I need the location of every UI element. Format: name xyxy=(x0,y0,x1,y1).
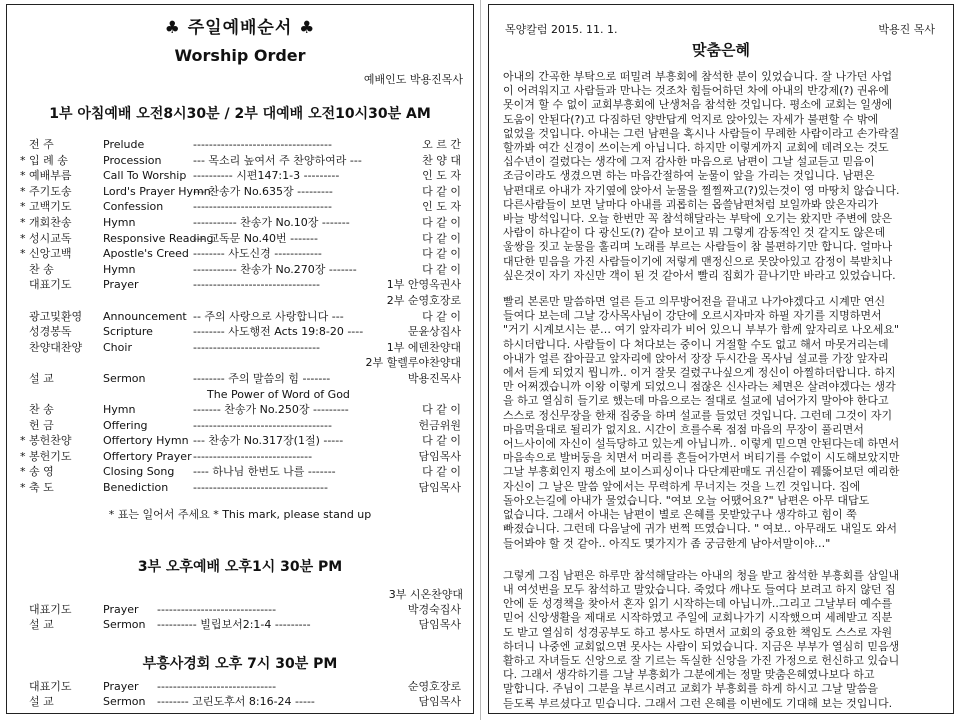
stand-mark: * xyxy=(20,153,26,167)
revival-list xyxy=(7,679,473,710)
stand-mark: * xyxy=(20,169,26,183)
paragraph-line: 빨리 본론만 말씀하면 얼른 듣고 의무방어전을 끝내고 나가야겠다고 시계만 연신 xyxy=(503,295,886,309)
column-date: 목양칼럼 2015. 11. 1. xyxy=(505,23,618,36)
column-header xyxy=(489,21,953,39)
item-person: 다 같 이 xyxy=(422,403,461,417)
item-name: 찬양대찬양 xyxy=(29,340,83,354)
paragraph-line: 들어봐야 할 것 같아.. 아직도 몇가지가 좀 궁금한게 남아서말이야…" xyxy=(503,536,831,550)
item-english: Benediction xyxy=(103,481,169,495)
item-english: Announcement xyxy=(103,309,187,323)
item-name: 봉헌찬양 xyxy=(29,434,72,448)
item-english: Procession xyxy=(103,153,162,167)
page-title: ♣ 주일예배순서 ♣ xyxy=(164,18,316,38)
paragraph-line: 내 여섯번을 모두 참석하고 말았습니다. 죽었다 깨나도 들여다 보려고 하지 않던 집 xyxy=(503,582,896,596)
paragraph-line: 없었을 것입니다. 아내는 그런 남편을 혹시나 사람들이 무례한 사람이라고 손가락질 xyxy=(503,126,900,140)
item-person: 문윤상집사 xyxy=(407,325,461,339)
service3-list xyxy=(7,602,473,633)
item-person: 담임목사 xyxy=(418,481,461,495)
item-name: 대표기도 xyxy=(29,278,72,292)
item-detail: ---- 하나님 한번도 나를 ------- xyxy=(193,465,336,479)
order-row xyxy=(7,402,473,418)
order-row xyxy=(7,215,473,231)
item-english: Responsive Reading xyxy=(103,231,214,245)
worship-order-page xyxy=(6,4,474,714)
item-english: Lord's Prayer Hymn xyxy=(103,184,211,198)
order-row xyxy=(7,464,473,480)
paragraph-line: 그날 부흥회인지 평소에 보이스피싱이나 다단계판매도 귀신같이 꿰뚫어보던 예리한 xyxy=(503,465,900,479)
item-english: Offertory Prayer xyxy=(103,449,192,463)
order-row xyxy=(7,137,473,153)
item-detail: --- 찬송가 No.317장(1절) ----- xyxy=(193,434,344,448)
order-row xyxy=(7,387,473,403)
order-row xyxy=(7,199,473,215)
item-person: 2부 순영호장로 xyxy=(386,293,461,307)
paragraph-line: 돌아오는길에 아내가 물었습니다. "여보 오늘 어땠어요?" 남편은 아무 대답도 xyxy=(503,493,870,507)
item-person: 다 같 이 xyxy=(422,231,461,245)
item-person: 순영호장로 xyxy=(407,679,461,693)
item-name: 성경봉독 xyxy=(29,325,72,339)
item-detail: --- 목소리 높여서 주 찬양하여라 --- xyxy=(193,153,362,167)
item-english: Offertory Hymn xyxy=(103,434,189,448)
item-name: 찬 송 xyxy=(29,262,54,276)
service3-heading: 3부 오후예배 오후1시 30분 PM xyxy=(137,558,343,575)
item-person: 헌금위원 xyxy=(418,418,461,432)
item-detail: -------------------------------- xyxy=(193,340,321,354)
paragraph-line: 바늘 방석입니다. 오늘 한번만 꼭 참석해달라는 부탁에 오기는 왔지만 주변에 앉은 xyxy=(503,212,893,226)
paragraph-line: 도움이 안된다(?)고 다짐하던 양반답게 억지로 앉아있는 자세가 불편할 수 밖에 xyxy=(503,112,879,126)
item-name: 성시교독 xyxy=(29,231,72,245)
item-english: Prayer xyxy=(103,679,139,693)
order-row xyxy=(7,231,473,247)
item-person: 담임목사 xyxy=(418,449,461,463)
item-name: 광고및환영 xyxy=(29,309,83,323)
item-person: 다 같 이 xyxy=(422,465,461,479)
item-name: 개회찬송 xyxy=(29,215,72,229)
item-english: Offering xyxy=(103,418,148,432)
paragraph-line: 대단한 믿음을 가진 사람들이기에 저렇게 맨정신으로 못앉아있고 감정이 북받치나 xyxy=(503,254,893,268)
item-person: 1부 안영옥권사 xyxy=(386,278,461,292)
item-name: 축 도 xyxy=(29,481,54,495)
order-row xyxy=(7,293,473,309)
paragraph-line: 십수년이 걸렸다는 생각에 그저 감사한 마음으로 남편이 그날 설교듣고 믿음이 xyxy=(503,155,875,169)
item-detail: -------- 사도신경 ------------ xyxy=(193,247,322,261)
item-person: 담임목사 xyxy=(418,695,461,709)
item-detail: ---------- 빌립보서2:1-4 --------- xyxy=(157,618,311,632)
order-row xyxy=(7,371,473,387)
paragraph-line: 할까봐 여간 신경이 쓰이는게 아닙니다. 하지만 이렇게까지 교회에 데려오는 것도 xyxy=(503,141,889,155)
item-detail: ------------------------------ xyxy=(193,449,313,463)
revival-heading: 부흥사경회 오후 7시 30분 PM xyxy=(142,655,338,672)
item-person: 인 도 자 xyxy=(422,200,461,214)
paragraph-line: 말합니다. 주님이 그분을 부르시려고 교회가 부흥회를 하게 하시고 그날 말씀을 xyxy=(503,682,878,696)
item-person: 다 같 이 xyxy=(422,247,461,261)
paragraph-line: 싶은것이 자기 자신만 객이 된 것 같아서 빨리 집회가 끝나기만 바라고 있었습니다. xyxy=(503,268,896,282)
item-name: 전 주 xyxy=(29,138,54,151)
item-name: 대표기도 xyxy=(29,679,72,693)
paragraph-line: 만 어쩌겠습니까 이왕 이렇게 되었으니 점잖은 신사라는 체면은 살려야겠다는 생각 xyxy=(503,380,896,394)
column-title: 맞춤은혜 xyxy=(692,41,750,59)
item-name: 설 교 xyxy=(29,618,54,632)
item-english: Prelude xyxy=(103,138,145,151)
stand-mark: * xyxy=(20,481,26,495)
page-divider xyxy=(480,0,481,720)
item-person: 다 같 이 xyxy=(422,184,461,198)
column-body xyxy=(489,70,953,711)
order-row xyxy=(7,309,473,325)
item-person: 오 르 간 xyxy=(422,138,461,151)
service3-choir: 3부 시온찬양대 xyxy=(388,587,463,601)
item-detail: --- 찬송가 No.635장 --------- xyxy=(193,184,333,198)
paragraph-line: 그렇게 그집 남편은 하루만 참석해달라는 아내의 청을 받고 참석한 부흥회를 삼일내 xyxy=(503,568,900,582)
order-row xyxy=(7,246,473,262)
order-row xyxy=(7,324,473,340)
stand-mark: * xyxy=(20,449,26,463)
item-name: 예배부름 xyxy=(29,169,72,183)
paragraph-line: 믿어 신앙생활을 제대로 시작하였고 주일에 교회나가기 시작했으며 세례받고 직분 xyxy=(503,611,893,625)
item-name: 입 례 송 xyxy=(29,153,68,167)
paragraph-line: 남편대로 아내가 자기옆에 앉아서 눈물을 찔찔짜고(?)있는것이 영 마땅치 않습니다. xyxy=(503,183,900,197)
paragraph-line: 빠졌습니다. 그런데 다음날에 귀가 번쩍 뜨였습니다. " 여보.. 아무래도 내일도 와서 xyxy=(503,522,898,536)
item-detail: --- 교독문 No.40번 ------- xyxy=(193,231,318,245)
order-row xyxy=(7,418,473,434)
paragraph-line: 어느사이에 자신이 설득당하고 있는게 아닙니까.. 이렇게 믿으면 안된다는데 하면서 xyxy=(503,437,900,451)
item-detail: -------- 주의 말씀의 힘 ------- xyxy=(193,371,331,385)
item-english: Hymn xyxy=(103,262,136,276)
item-name: 헌 금 xyxy=(29,418,54,432)
item-english: Call To Worship xyxy=(103,169,187,183)
paragraph-line: 마음속으로 발버둥을 치면서 머리를 흔들어가면서 버티기를 수없이 시도해보았지만 xyxy=(503,451,900,465)
order-row xyxy=(7,184,473,200)
stand-mark: * xyxy=(20,215,26,229)
order-row xyxy=(7,679,473,695)
item-name: 주기도송 xyxy=(29,184,72,198)
paragraph-line: 이 어려워지고 사람들과 만나는 것조차 힘들어하던 차에 아내의 반강제(?) 권유에 xyxy=(503,84,889,98)
order-row xyxy=(7,262,473,278)
stand-note: * 표는 일어서 주세요 * This mark, please stand up xyxy=(108,507,372,521)
item-person: 인 도 자 xyxy=(422,169,461,183)
item-english: Hymn xyxy=(103,215,136,229)
paragraph-line: 마음먹을대로 될리가 없지요. 시간이 흐를수록 점점 마음의 무장이 풀리면서 xyxy=(503,422,864,436)
order-row xyxy=(7,168,473,184)
item-detail: ------------------------------ xyxy=(157,679,277,693)
item-english: Apostle's Creed xyxy=(103,247,189,261)
item-detail: -------- 사도행전 Acts 19:8-20 ---- xyxy=(193,325,364,339)
paragraph-line: 하시더랍니다. 사람들이 다 쳐다보는 중이니 거절할 수도 없고 해서 마못거리는데 xyxy=(503,337,889,351)
paragraph-line: 안에 둔 성경책을 찾아서 혼자 읽기 시작하는데 아닙니까..그리고 그날부터 예수를 xyxy=(503,597,893,611)
item-name: 봉헌기도 xyxy=(29,449,72,463)
column-paragraph xyxy=(503,295,939,551)
item-name: 고백기도 xyxy=(29,200,72,214)
order-row xyxy=(7,480,473,496)
item-detail: -------- 고린도후서 8:16-24 ----- xyxy=(157,695,315,709)
stand-mark: * xyxy=(20,247,26,261)
order-row xyxy=(7,602,473,618)
stand-mark: * xyxy=(20,434,26,448)
item-english: Closing Song xyxy=(103,465,175,479)
order-row xyxy=(7,449,473,465)
paragraph-line: 아내의 간곡한 부탁으로 떠밀려 부흥회에 참석한 분이 있었습니다. 잘 나가던 사업 xyxy=(503,70,893,83)
worship-order-list xyxy=(7,137,473,496)
item-name: 설 교 xyxy=(29,371,54,385)
item-person: 다 같 이 xyxy=(422,434,461,448)
item-detail: ----------------------------------- xyxy=(193,138,332,151)
item-english: Scripture xyxy=(103,325,153,339)
paragraph-line: "거기 시계보시는 분… 여기 앞자리가 비어 있으니 부부가 함께 앞자리로 나오세요" xyxy=(503,323,900,337)
order-row xyxy=(7,277,473,293)
item-name: 대표기도 xyxy=(29,602,72,616)
service1-heading: 1부 아침예배 오전8시30분 / 2부 대예배 오전10시30분 AM xyxy=(49,106,431,122)
item-english: Sermon xyxy=(103,695,146,709)
stand-mark: * xyxy=(20,200,26,214)
column-paragraph xyxy=(503,569,939,711)
item-name: 설 교 xyxy=(29,695,54,709)
item-detail: ------------------------------ xyxy=(157,602,277,616)
paragraph-line: 울쌍을 짓고 눈물을 훌리며 노래를 부르는 사람들이 참 불편하기만 합니다. 얼마나 xyxy=(503,240,893,254)
item-english: Confession xyxy=(103,200,164,214)
paragraph-line: 도 받고 열심히 성경공부도 하고 봉사도 하면서 교회의 중요한 책임도 스스로 자원 xyxy=(503,625,893,639)
item-name: 송 영 xyxy=(29,465,54,479)
item-detail: ----------------------------------- xyxy=(193,200,332,214)
pastor-column-page xyxy=(488,4,954,714)
item-detail: ---------------------------------- xyxy=(193,481,328,495)
item-name: 찬 송 xyxy=(29,403,54,417)
paragraph-line: 못이겨 할 수 없이 교회부흥회에 난생처음 참석한 것입니다. 평소에 교회는 일생에 xyxy=(503,98,893,112)
order-row xyxy=(7,355,473,371)
item-english: Prayer xyxy=(103,602,139,616)
worship-leader: 예배인도 박용진목사 xyxy=(363,73,463,86)
item-person: 담임목사 xyxy=(418,618,461,632)
paragraph-line: 활하고 자녀들도 신앙으로 잘 기르는 독실한 신앙을 가진 가정으로 헌신하고 있습니 xyxy=(503,653,900,667)
item-person: 다 같 이 xyxy=(422,309,461,323)
item-detail: ------- 찬송가 No.250장 --------- xyxy=(193,403,349,417)
column-author: 박용진 목사 xyxy=(878,23,935,36)
item-english: Choir xyxy=(103,340,132,354)
paragraph-line: 듣도록 부르셨다고 믿습니다. 그래서 그런 은혜를 이번에도 기대해 보는 것입니다. xyxy=(503,696,893,710)
order-row xyxy=(7,153,473,169)
paragraph-line: 자신이 그 날은 말씀 앞에서는 무력하게 무너지는 것을 느낀 것입니다. 집에 xyxy=(503,479,861,493)
item-person: 박경숙집사 xyxy=(407,602,461,616)
column-paragraph xyxy=(503,70,939,283)
item-english: Sermon xyxy=(103,371,146,385)
order-row xyxy=(7,340,473,356)
item-person: 찬 양 대 xyxy=(422,153,461,167)
paragraph-line: 없습니다. 그래서 아내는 남편이 별로 은혜를 못받았구나 생각하고 힘이 쭉 xyxy=(503,508,857,522)
stand-mark: * xyxy=(20,231,26,245)
paragraph-line: 을 하고 열심히 들기로 했는데 마음으로는 절대로 설교에 넘어가지 말아야 한다고 xyxy=(503,394,889,408)
item-detail: -- 주의 사랑으로 사랑합니다 --- xyxy=(193,309,344,323)
paragraph-line: 하더니 나중엔 교회없으면 못사는 사람이 되었습니다. 지금은 부부가 열심히 믿음생 xyxy=(503,639,900,653)
item-person: 1부 에덴찬양대 xyxy=(386,340,461,354)
item-person: 박용진목사 xyxy=(407,371,461,385)
stand-mark: * xyxy=(20,184,26,198)
paragraph-line: 아내가 얼른 잡아끌고 앞자리에 앉아서 장장 두시간을 목사님 설교를 가장 앞자리 xyxy=(503,351,889,365)
item-detail: ----------------------------------- xyxy=(193,418,332,432)
item-detail: ---------- 시편147:1-3 --------- xyxy=(193,169,340,183)
paragraph-line: 다른사람들이 보면 날마다 아내를 괴롭히는 몹쓸남편처럼 보일까봐 앉은자리가 xyxy=(503,197,879,211)
paragraph-line: 스스로 정신무장을 한채 집중을 하며 설교를 들었던 것입니다. 그런데 그것이 자기 xyxy=(503,408,893,422)
item-detail: ----------- 찬송가 No.10장 ------- xyxy=(193,215,350,229)
item-person: 다 같 이 xyxy=(422,215,461,229)
paragraph-line: 다. 그래서 생각하기를 그날 부흥회가 그분에게는 정말 맞춤은혜였나보다 하고 xyxy=(503,668,875,682)
order-row xyxy=(7,433,473,449)
order-row xyxy=(7,617,473,633)
item-person: 2부 할렐루야찬양대 xyxy=(365,356,461,370)
item-english: Prayer xyxy=(103,278,139,292)
item-english: Hymn xyxy=(103,403,136,417)
page-subtitle: Worship Order xyxy=(174,46,306,65)
paragraph-line: 사람이 하나같이 다 광신도(?) 같아 보이고 뭐 그렇게 감동적인 것 같지도 않은데 xyxy=(503,226,886,240)
item-detail: ----------- 찬송가 No.270장 ------- xyxy=(193,262,357,276)
paragraph-line: 조금이라도 생겼으면 하는 마음간절하여 눈물이 앞을 가리는 것입니다. 남편은 xyxy=(503,169,875,183)
item-name: 신앙고백 xyxy=(29,247,72,261)
item-detail: -------------------------------- xyxy=(193,278,321,292)
stand-mark: * xyxy=(20,465,26,479)
item-english: Sermon xyxy=(103,618,146,632)
item-person: 다 같 이 xyxy=(422,262,461,276)
paragraph-line: 들여다 보는데 그날 강사목사님이 강단에 오르시자마자 하필 자기를 지명하면서 xyxy=(503,309,882,323)
order-row xyxy=(7,694,473,710)
item-detail: The Power of Word of God xyxy=(207,387,350,401)
paragraph-line: 에서 듣게 되었지 뭡니까.. 이거 잘못 걸렸구나싶으게 정신이 아찔하더랍니다. 하지 xyxy=(503,366,896,380)
